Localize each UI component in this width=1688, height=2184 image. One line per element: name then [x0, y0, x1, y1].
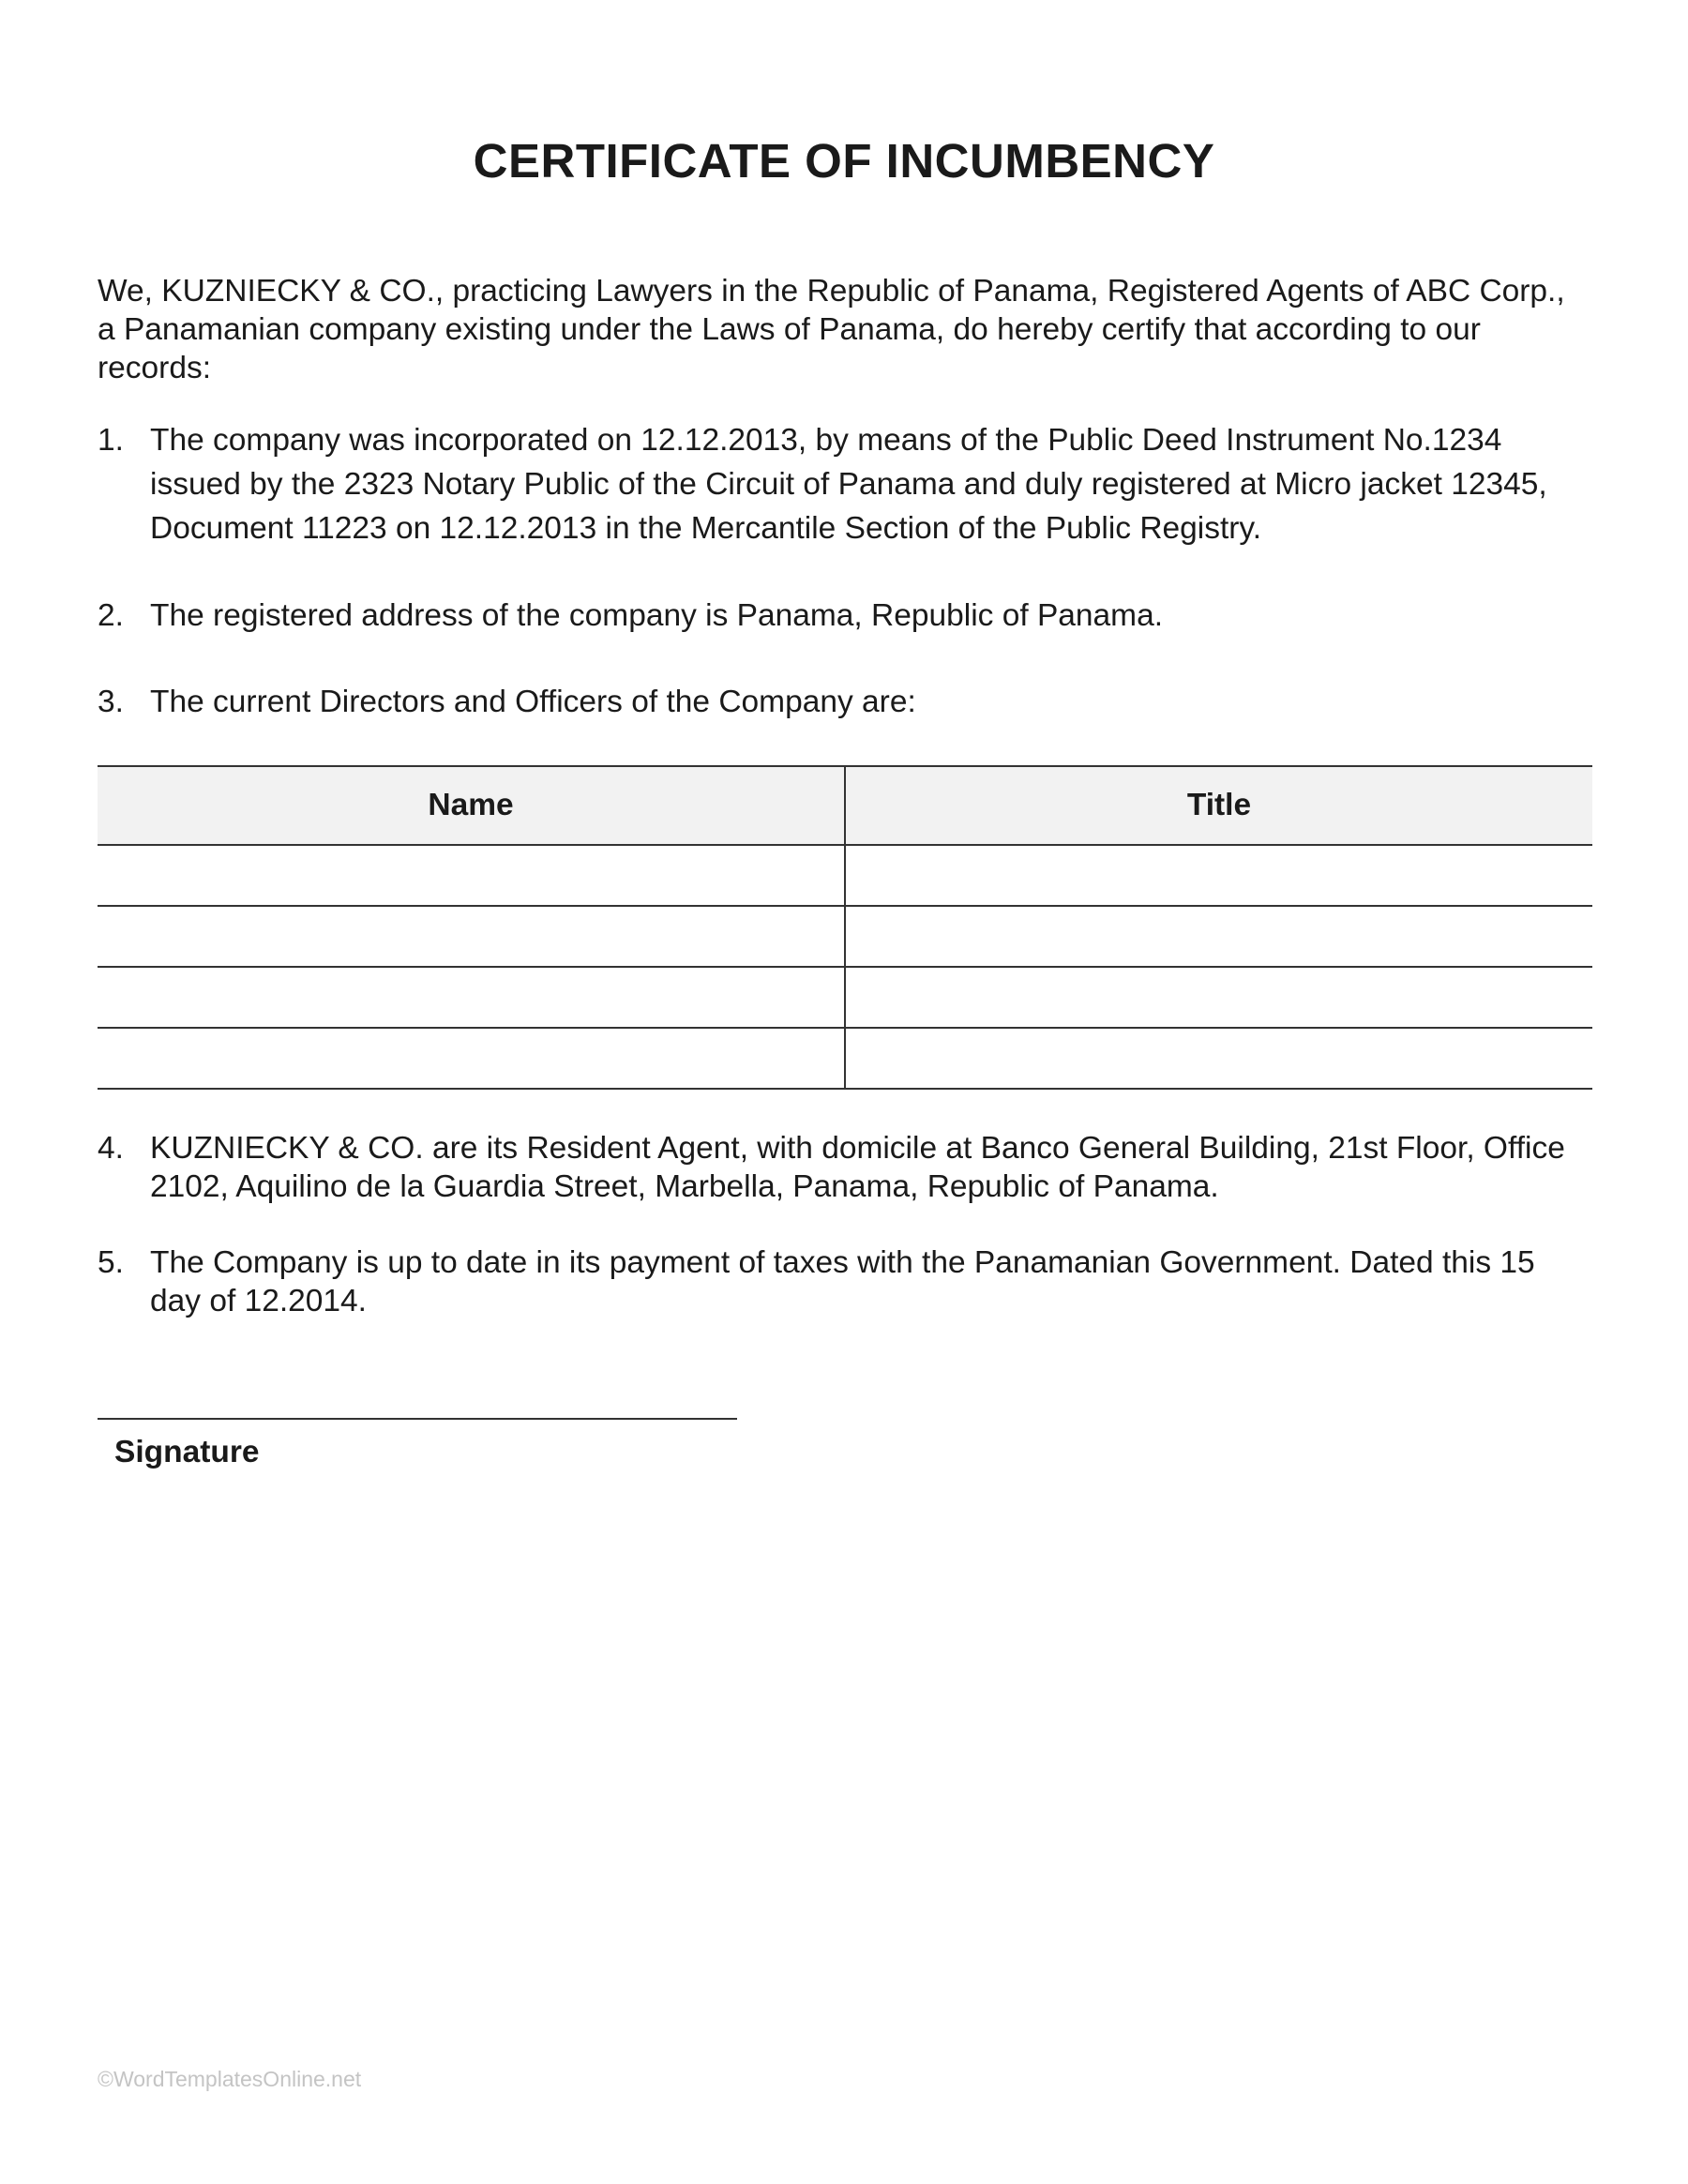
list-item-number: 3. [98, 685, 124, 719]
list-item [98, 418, 1589, 550]
directors-officers-table [98, 765, 1592, 1090]
title-column-header: Title [845, 766, 1592, 845]
table-row [98, 967, 1592, 1028]
list-item-number: 4. [98, 1131, 124, 1166]
signature-label: Signature [114, 1435, 260, 1469]
list-item-text: The Company is up to date in its payment of taxes with the Panamanian Government. Dated this 15 day of 12.2014. [150, 1245, 1535, 1318]
table-row [98, 845, 1592, 906]
list-item-text: KUZNIECKY & CO. are its Resident Agent, with domicile at Banco General Building, 21st Floor, Office 2102, Aquilino de la Guardia Street, Marbella, Panama, Republic of Panama. [150, 1131, 1565, 1204]
intro-paragraph: We, KUZNIECKY & CO., practicing Lawyers in the Republic of Panama, Registered Agents of ABC Corp., a Panamanian company existing under the Laws of Panama, do hereby certify that according to our records: [98, 274, 1565, 385]
name-cell [98, 906, 845, 967]
name-cell [98, 967, 845, 1028]
list-item [98, 1129, 1589, 1206]
table-row [98, 906, 1592, 967]
signature-line [98, 1418, 737, 1420]
name-cell [98, 845, 845, 906]
title-cell [845, 967, 1592, 1028]
document-title: CERTIFICATE OF INCUMBENCY [473, 134, 1215, 188]
list-item [98, 683, 1589, 721]
title-cell [845, 845, 1592, 906]
table-row [98, 1028, 1592, 1089]
list-item-text: The current Directors and Officers of the Company are: [150, 685, 916, 719]
list-item-text: The company was incorporated on 12.12.2013, by means of the Public Deed Instrument No.1234 issued by the 2323 Notary Public of the Circuit of Panama and duly registered at Micro jacket 12345, Document 11223 on 12.12.2013 in the Mercantile Section of the Public Registry. [150, 423, 1547, 546]
name-cell [98, 1028, 845, 1089]
title-cell [845, 906, 1592, 967]
list-item [98, 596, 1589, 635]
list-item-number: 2. [98, 598, 124, 633]
table-header-row [98, 766, 1592, 845]
title-cell [845, 1028, 1592, 1089]
list-item [98, 1243, 1589, 1320]
list-item-number: 1. [98, 423, 124, 458]
list-item-number: 5. [98, 1245, 124, 1280]
list-item-text: The registered address of the company is Panama, Republic of Panama. [150, 598, 1164, 633]
name-column-header: Name [98, 766, 845, 845]
watermark: ©WordTemplatesOnline.net [98, 2067, 362, 2091]
